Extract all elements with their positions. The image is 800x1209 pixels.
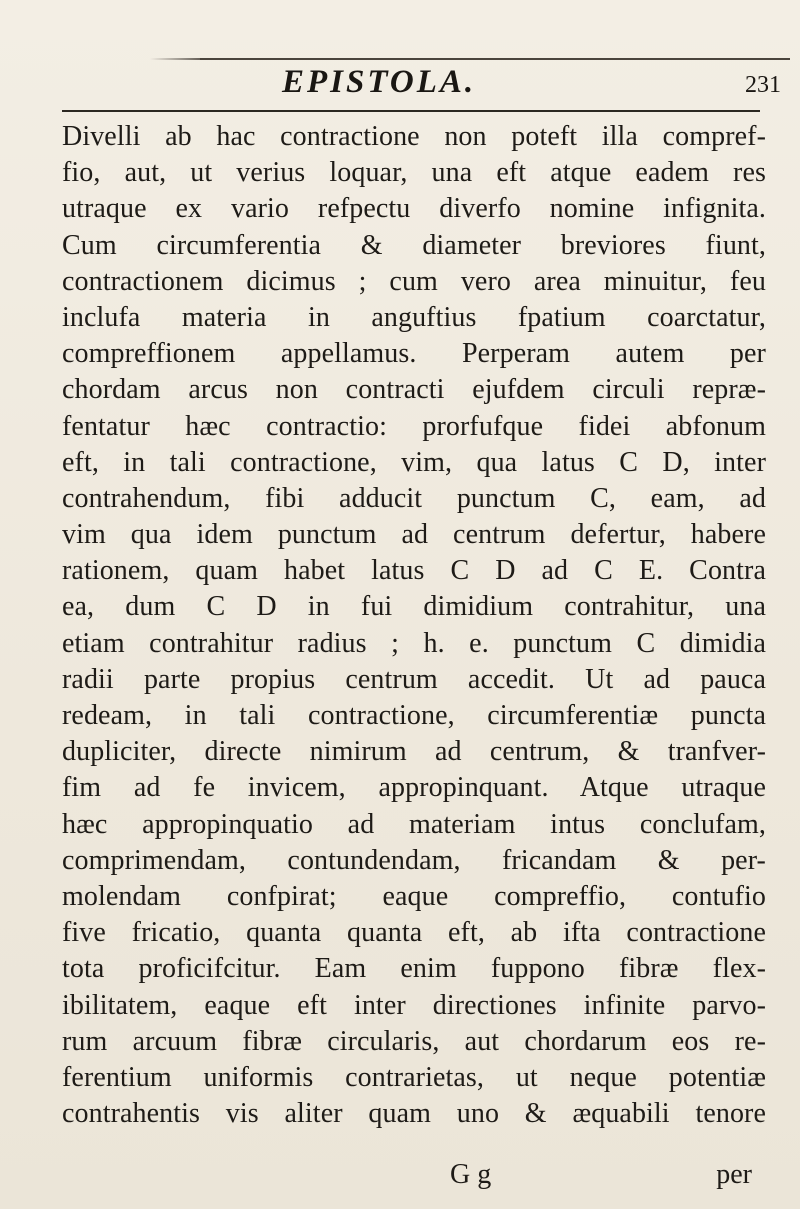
text-line: Divelli ab hac contractione non poteft illa compref- bbox=[62, 121, 766, 152]
text-line: eft, in tali contractione, vim, qua latus C D, inter bbox=[62, 446, 766, 478]
text-line: comprimendam, contundendam, fricandam & per- bbox=[62, 844, 766, 876]
signature-mark: G g bbox=[450, 1159, 492, 1190]
text-line: etiam contrahitur radius ; h. e. punctum C dimidia bbox=[62, 627, 766, 659]
text-line: contractionem dicimus ; cum vero area minuitur, feu bbox=[62, 265, 766, 297]
catchword: per bbox=[716, 1159, 752, 1190]
text-line: rationem, quam habet latus C D ad C E. Contra bbox=[62, 555, 766, 587]
text-line: fim ad fe invicem, appropinquant. Atque utraque bbox=[62, 772, 766, 804]
text-line: contrahentis vis aliter quam uno & æquabili tenore bbox=[62, 1098, 766, 1130]
text-line: rum arcuum fibræ circularis, aut chordarum eos re- bbox=[62, 1025, 766, 1057]
running-head: EPISTOLA. bbox=[282, 64, 477, 100]
text-line: compreffionem appellamus. Perperam autem per bbox=[62, 338, 766, 370]
text-line: chordam arcus non contracti ejufdem circuli repræ- bbox=[62, 374, 766, 406]
header-rule bbox=[62, 110, 760, 112]
text-line: ea, dum C D in fui dimidium contrahitur, una bbox=[62, 591, 766, 623]
text-line: vim qua idem punctum ad centrum defertur, habere bbox=[62, 519, 766, 551]
catchline bbox=[450, 1157, 760, 1193]
text-line: tota proficifcitur. Eam enim fuppono fibræ flex- bbox=[62, 953, 766, 985]
body-text bbox=[62, 119, 766, 1132]
text-line: inclufa materia in anguftius fpatium coarctatur, bbox=[62, 301, 766, 333]
page-number: 231 bbox=[745, 72, 781, 98]
text-line: fentatur hæc contractio: prorfufque fidei abfonum bbox=[62, 410, 766, 442]
text-line: fio, aut, ut verius loquar, una eft atque eadem res bbox=[62, 157, 766, 189]
text-line: radii parte propius centrum accedit. Ut ad pauca bbox=[62, 663, 766, 695]
text-line: contrahendum, fibi adducit punctum C, eam, ad bbox=[62, 482, 766, 514]
text-line: utraque ex vario refpectu diverfo nomine infignita. bbox=[62, 193, 766, 225]
text-line: ibilitatem, eaque eft inter directiones infinite parvo- bbox=[62, 989, 766, 1021]
text-line: hæc appropinquatio ad materiam intus conclufam, bbox=[62, 808, 766, 840]
text-line: dupliciter, directe nimirum ad centrum, & tranfver- bbox=[62, 736, 766, 768]
text-line: Cum circumferentia & diameter breviores fiunt, bbox=[62, 229, 766, 261]
text-line: five fricatio, quanta quanta eft, ab ifta contractione bbox=[62, 917, 766, 949]
text-line: molendam confpirat; eaque compreffio, contufio bbox=[62, 880, 766, 912]
text-line: redeam, in tali contractione, circumferentiæ puncta bbox=[62, 700, 766, 731]
text-line: ferentium uniformis contrarietas, ut neque potentiæ bbox=[62, 1061, 766, 1093]
